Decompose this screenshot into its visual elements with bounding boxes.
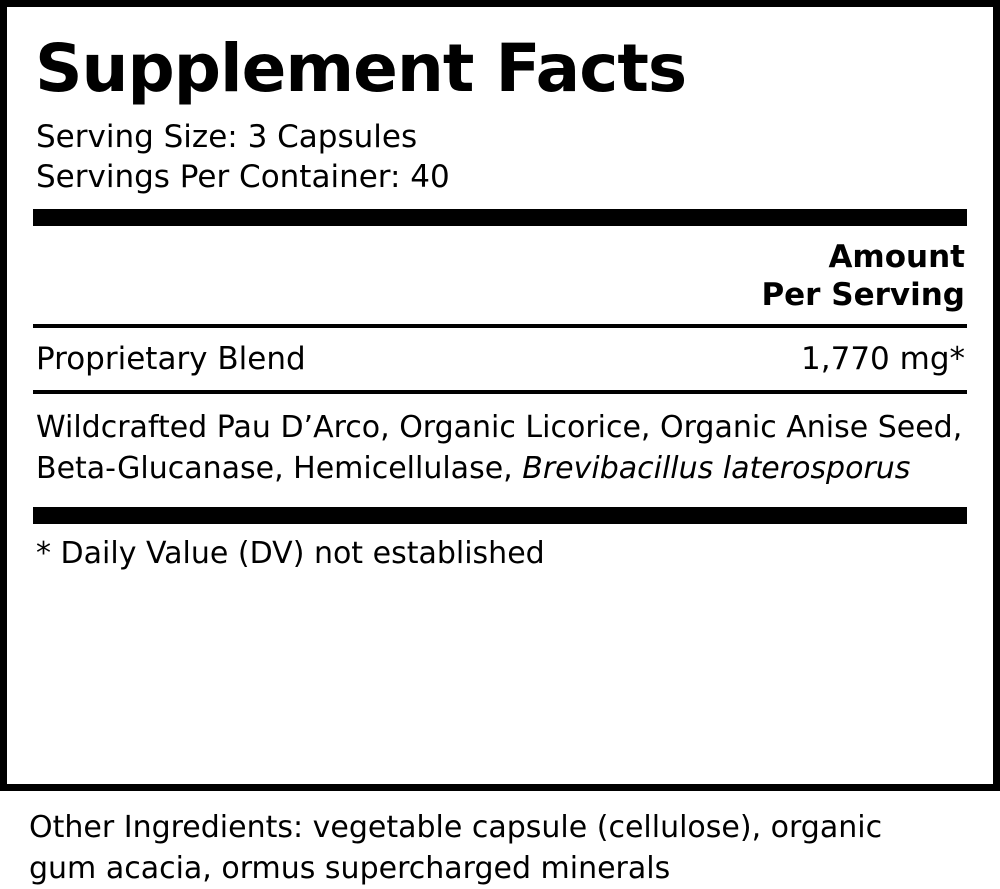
blend-ingredients-text [33,394,967,499]
amount-per-serving-header [33,226,967,324]
proprietary-blend-amount: 1,770 mg* [801,341,965,377]
divider-thick-top [33,209,967,226]
divider-thick-bottom [33,507,967,524]
blend-ingredients-line2-italic: Brevibacillus laterosporus [522,451,911,486]
amount-header-line1: Amount [828,239,965,275]
blend-ingredients-line2-prefix: Beta-Glucanase, Hemicellulase, [36,451,523,486]
serving-size-text: Serving Size: 3 Capsules [36,119,418,155]
other-ingredients-line1: Other Ingredients: vegetable capsule (cellulose), organic [29,810,883,845]
proprietary-blend-name: Proprietary Blend [36,341,306,377]
daily-value-footnote: * Daily Value (DV) not established [36,536,545,571]
blend-ingredients-line1: Wildcrafted Pau D’Arco, Organic Licorice, Organic Anise Seed, [36,410,963,445]
servings-per-container-text: Servings Per Container: 40 [36,159,450,195]
other-ingredients-line2: gum acacia, ormus supercharged minerals [29,851,671,886]
page-title: Supplement Facts [35,30,687,107]
proprietary-blend-row [33,328,967,390]
amount-header-line2: Per Serving [761,277,965,313]
other-ingredients-text [0,791,1000,889]
